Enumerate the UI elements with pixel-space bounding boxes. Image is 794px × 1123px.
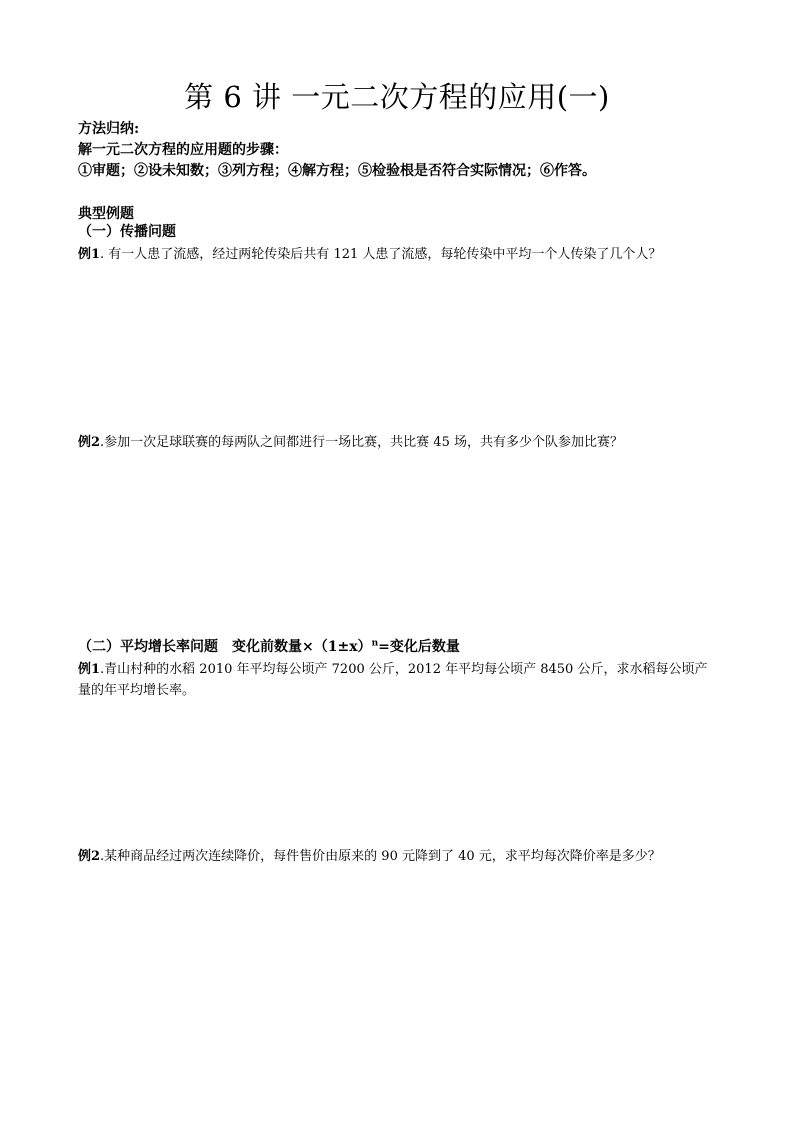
growth-formula: 变化前数量$\times(1\pm x)^n=$变化后数量: [232, 638, 460, 655]
example-text: .青山村种的水稻 2010 年平均每公顷产 7200 公斤，2012 年平均每公顷产 8450 公斤，求水稻每公顷产量的年平均增长率。: [78, 662, 708, 698]
section1-example1: [78, 244, 718, 265]
example-label: 例2: [78, 435, 101, 450]
section2-heading: （二）平均增长率问题: [78, 639, 218, 655]
section2-header-line: [78, 637, 460, 657]
example-text: . 有一人患了流感，经过两轮传染后共有 121 人患了流感，每轮传染中平均一个人传染了几个人？: [100, 247, 662, 262]
section2-example2: [78, 846, 718, 867]
example-label: 例2: [78, 849, 101, 864]
page-title: 第 6 讲 一元二次方程的应用(一): [184, 80, 610, 114]
example-label: 例1: [78, 247, 101, 262]
section1-example2: [78, 432, 718, 453]
section2-example1: [78, 659, 718, 701]
method-heading: 方法归纳:: [78, 121, 140, 137]
steps-list: ①审题；②设未知数；③列方程；④解方程；⑤检验根是否符合实际情况；⑥作答。: [78, 163, 596, 179]
steps-heading: 解一元二次方程的应用题的步骤：: [78, 142, 288, 158]
section1-heading: （一）传播问题: [78, 224, 176, 240]
examples-heading: 典型例题: [78, 206, 134, 222]
example-text: .某种商品经过两次连续降价，每件售价由原来的 90 元降到了 40 元，求平均每次降价率是多少？: [100, 849, 661, 864]
example-text: .参加一次足球联赛的每两队之间都进行一场比赛，共比赛 45 场，共有多少个队参加比赛？: [100, 435, 623, 450]
example-label: 例1: [78, 662, 101, 677]
